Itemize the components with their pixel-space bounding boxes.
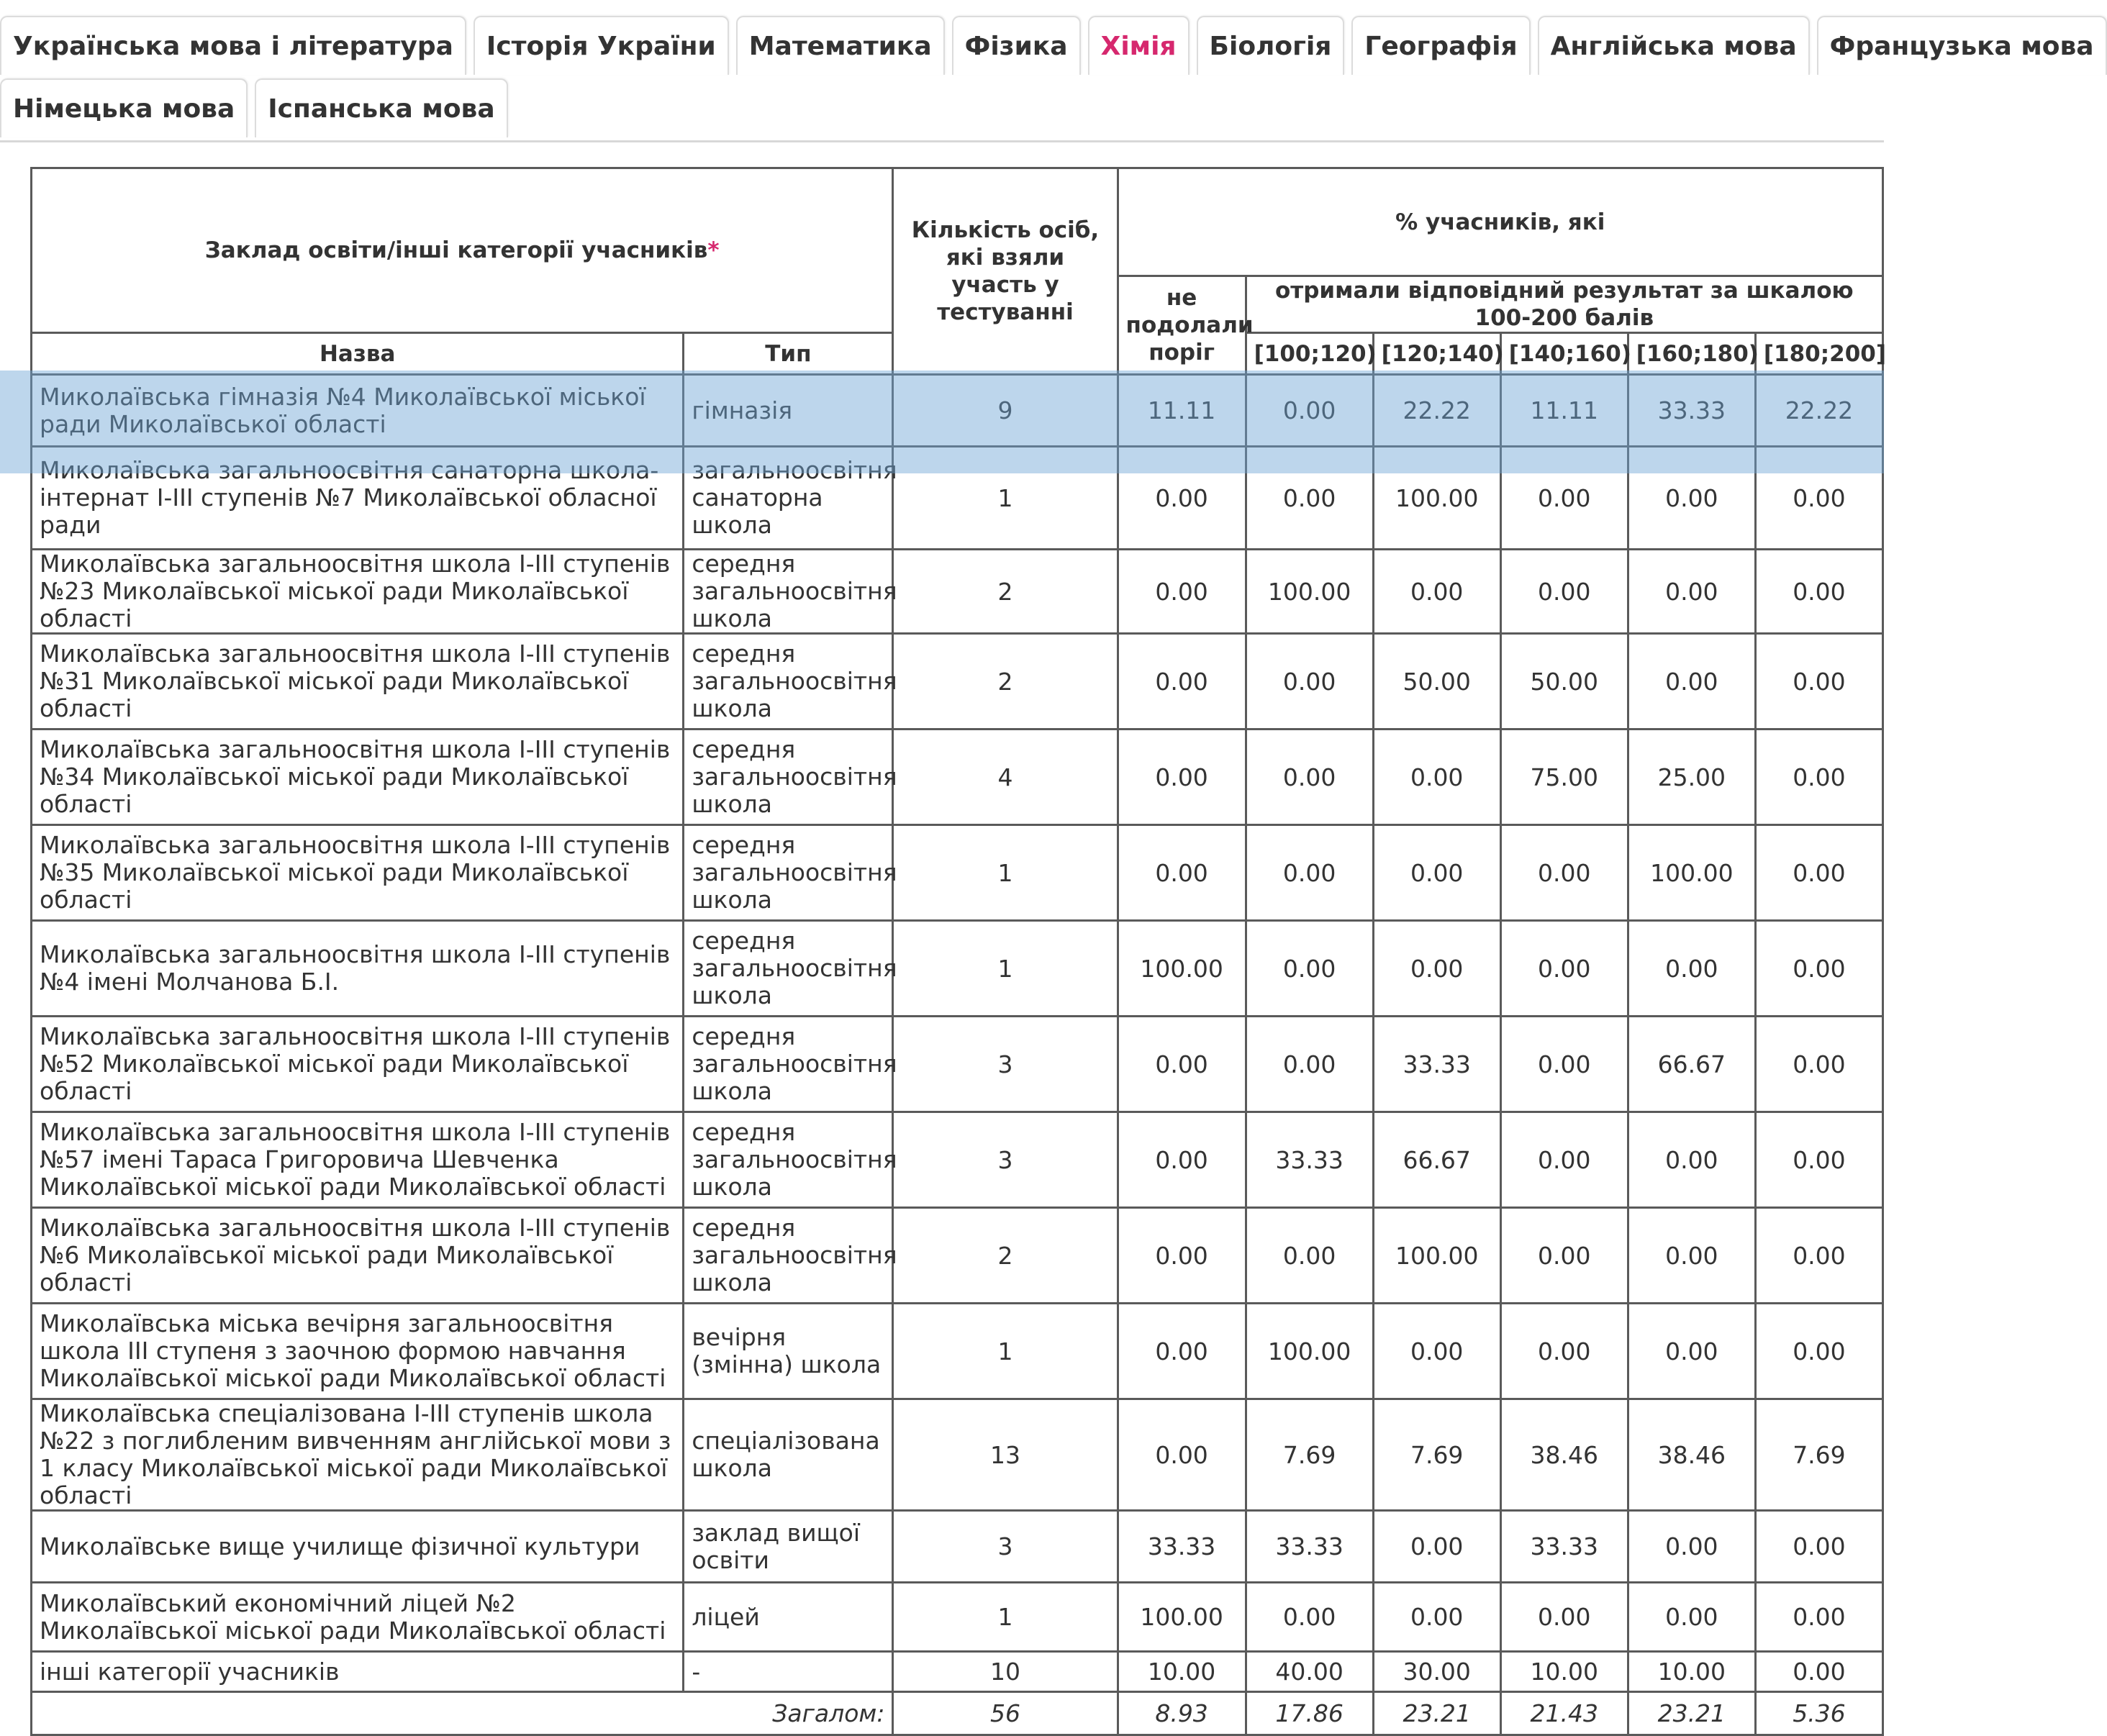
total-range-3: 21.43: [1500, 1692, 1628, 1735]
institution-type-cell: загальноосвітня санаторна школа: [684, 447, 893, 550]
range-160-180-cell: 0.00: [1628, 921, 1755, 1017]
participants-count-cell: 2: [893, 550, 1118, 634]
range-160-180-cell: 0.00: [1628, 447, 1755, 550]
tab-english[interactable]: Англійська мова: [1538, 16, 1810, 75]
institution-name-cell: Миколаївська загальноосвітня школа І-ІІІ ступенів №35 Миколаївської міської ради Миколаївської області: [32, 825, 684, 921]
institution-type-cell: заклад вищої освіти: [684, 1511, 893, 1583]
institution-header: [32, 168, 893, 333]
participants-count-cell: 1: [893, 825, 1118, 921]
range-160-180-cell: 0.00: [1628, 1112, 1755, 1208]
tab-row-2: [0, 78, 508, 137]
range-120-140-cell: 100.00: [1373, 1208, 1500, 1304]
range-140-160-cell: 0.00: [1500, 447, 1628, 550]
range-100-120-cell: 33.33: [1246, 1511, 1373, 1583]
table-row: [32, 921, 1883, 1017]
table-row: [32, 1304, 1883, 1399]
participants-count-cell: 1: [893, 921, 1118, 1017]
range-120-140-cell: 0.00: [1373, 825, 1500, 921]
not-passed-cell: 0.00: [1118, 634, 1246, 730]
table-row: [32, 1652, 1883, 1692]
range-header-140-160: [140;160): [1500, 333, 1628, 375]
range-120-140-cell: 100.00: [1373, 447, 1500, 550]
range-140-160-cell: 33.33: [1500, 1511, 1628, 1583]
table-row: [32, 825, 1883, 921]
participants-count-cell: 1: [893, 1304, 1118, 1399]
range-100-120-cell: 0.00: [1246, 730, 1373, 825]
table-row: [32, 1208, 1883, 1304]
not-passed-cell: 0.00: [1118, 1017, 1246, 1112]
range-header-160-180: [160;180): [1628, 333, 1755, 375]
institution-name-cell: Миколаївська загальноосвітня школа І-ІІІ ступенів №23 Миколаївської міської ради Миколаївської області: [32, 550, 684, 634]
required-asterisk: *: [707, 237, 720, 263]
table-row: [32, 1112, 1883, 1208]
institution-type-cell: середня загальноосвітня школа: [684, 1017, 893, 1112]
range-180-200-cell: 0.00: [1755, 1208, 1882, 1304]
subject-tab-bar: [0, 0, 2094, 142]
range-180-200-cell: 0.00: [1755, 1511, 1882, 1583]
total-row: [32, 1692, 1883, 1735]
range-140-160-cell: 0.00: [1500, 550, 1628, 634]
range-140-160-cell: 11.11: [1500, 375, 1628, 447]
range-100-120-cell: 0.00: [1246, 447, 1373, 550]
table-row: [32, 730, 1883, 825]
institution-name-cell: Миколаївська гімназія №4 Миколаївської міської ради Миколаївської області: [32, 375, 684, 447]
tab-german[interactable]: Німецька мова: [0, 78, 248, 137]
institution-type-cell: ліцей: [684, 1583, 893, 1652]
range-100-120-cell: 100.00: [1246, 1304, 1373, 1399]
range-120-140-cell: 0.00: [1373, 921, 1500, 1017]
not-passed-header: не подолали поріг: [1118, 276, 1246, 375]
range-120-140-cell: 0.00: [1373, 1511, 1500, 1583]
participants-count-cell: 10: [893, 1652, 1118, 1692]
table-row: [32, 1017, 1883, 1112]
not-passed-cell: 0.00: [1118, 825, 1246, 921]
not-passed-cell: 33.33: [1118, 1511, 1246, 1583]
institution-type-cell: середня загальноосвітня школа: [684, 550, 893, 634]
tab-row-1: [0, 16, 2107, 75]
range-180-200-cell: 7.69: [1755, 1399, 1882, 1511]
range-180-200-cell: 0.00: [1755, 921, 1882, 1017]
not-passed-cell: 11.11: [1118, 375, 1246, 447]
range-160-180-cell: 0.00: [1628, 1304, 1755, 1399]
range-100-120-cell: 0.00: [1246, 634, 1373, 730]
table-row: [32, 447, 1883, 550]
not-passed-cell: 0.00: [1118, 1304, 1246, 1399]
range-180-200-cell: 0.00: [1755, 447, 1882, 550]
institution-name-cell: Миколаївська міська вечірня загальноосвітня школа ІІІ ступеня з заочною формою навчання Миколаївської міської ради Миколаївської області: [32, 1304, 684, 1399]
institution-name-cell: Миколаївська загальноосвітня школа І-ІІІ ступенів №31 Миколаївської міської ради Миколаївської області: [32, 634, 684, 730]
scored-header: отримали відповідний результат за шкалою 100-200 балів: [1246, 276, 1882, 333]
not-passed-cell: 0.00: [1118, 730, 1246, 825]
participants-count-cell: 3: [893, 1017, 1118, 1112]
institution-type-cell: середня загальноосвітня школа: [684, 634, 893, 730]
tab-physics[interactable]: Фізика: [952, 16, 1081, 75]
range-header-120-140: [120;140): [1373, 333, 1500, 375]
institution-name-cell: Миколаївська спеціалізована І-ІІІ ступенів школа №22 з поглибленим вивченням англійської мови з 1 класу Миколаївської міської ради Миколаївської області: [32, 1399, 684, 1511]
institution-header-label: Заклад освіти/інші категорії учасників: [204, 237, 708, 263]
total-not-passed: 8.93: [1118, 1692, 1246, 1735]
range-160-180-cell: 100.00: [1628, 825, 1755, 921]
not-passed-cell: 100.00: [1118, 1583, 1246, 1652]
not-passed-cell: 0.00: [1118, 1208, 1246, 1304]
participants-count-cell: 3: [893, 1511, 1118, 1583]
count-header: Кількість осіб, які взяли участь у тестуванні: [893, 168, 1118, 375]
type-header: Тип: [684, 333, 893, 375]
range-100-120-cell: 7.69: [1246, 1399, 1373, 1511]
table-row: [32, 375, 1883, 447]
institution-type-cell: середня загальноосвітня школа: [684, 921, 893, 1017]
institution-type-cell: спеціалізована школа: [684, 1399, 893, 1511]
range-160-180-cell: 0.00: [1628, 1511, 1755, 1583]
institution-name-cell: Миколаївський економічний ліцей №2 Миколаївської міської ради Миколаївської області: [32, 1583, 684, 1652]
range-140-160-cell: 0.00: [1500, 1017, 1628, 1112]
range-140-160-cell: 0.00: [1500, 1583, 1628, 1652]
range-120-140-cell: 0.00: [1373, 730, 1500, 825]
participants-count-cell: 9: [893, 375, 1118, 447]
range-140-160-cell: 0.00: [1500, 1304, 1628, 1399]
range-120-140-cell: 22.22: [1373, 375, 1500, 447]
total-count: 56: [893, 1692, 1118, 1735]
range-160-180-cell: 0.00: [1628, 550, 1755, 634]
range-180-200-cell: 0.00: [1755, 1112, 1882, 1208]
institution-type-cell: середня загальноосвітня школа: [684, 1208, 893, 1304]
range-120-140-cell: 30.00: [1373, 1652, 1500, 1692]
range-120-140-cell: 66.67: [1373, 1112, 1500, 1208]
range-120-140-cell: 0.00: [1373, 1304, 1500, 1399]
institution-type-cell: середня загальноосвітня школа: [684, 730, 893, 825]
participants-count-cell: 1: [893, 447, 1118, 550]
tab-geography[interactable]: Географія: [1351, 16, 1530, 75]
range-160-180-cell: 33.33: [1628, 375, 1755, 447]
range-100-120-cell: 100.00: [1246, 550, 1373, 634]
total-range-2: 23.21: [1373, 1692, 1500, 1735]
total-range-1: 17.86: [1246, 1692, 1373, 1735]
institution-name-cell: Миколаївська загальноосвітня санаторна школа-інтернат І-ІІІ ступенів №7 Миколаївської обласної ради: [32, 447, 684, 550]
institution-name-cell: Миколаївська загальноосвітня школа І-ІІІ ступенів №34 Миколаївської міської ради Миколаївської області: [32, 730, 684, 825]
range-160-180-cell: 0.00: [1628, 1583, 1755, 1652]
range-100-120-cell: 0.00: [1246, 1583, 1373, 1652]
range-100-120-cell: 0.00: [1246, 375, 1373, 447]
not-passed-cell: 100.00: [1118, 921, 1246, 1017]
institution-type-cell: -: [684, 1652, 893, 1692]
table-row: [32, 634, 1883, 730]
not-passed-cell: 0.00: [1118, 550, 1246, 634]
institution-name-cell: Миколаївська загальноосвітня школа І-ІІІ ступенів №6 Миколаївської міської ради Миколаївської області: [32, 1208, 684, 1304]
range-180-200-cell: 0.00: [1755, 550, 1882, 634]
tab-chemistry[interactable]: Хімія: [1088, 16, 1190, 75]
percent-header: % учасників, які: [1118, 168, 1882, 276]
tab-biology[interactable]: Біологія: [1197, 16, 1345, 75]
tab-french[interactable]: Французька мова: [1817, 16, 2107, 75]
institution-type-cell: середня загальноосвітня школа: [684, 1112, 893, 1208]
range-140-160-cell: 0.00: [1500, 825, 1628, 921]
participants-count-cell: 1: [893, 1583, 1118, 1652]
name-header: Назва: [32, 333, 684, 375]
participants-count-cell: 2: [893, 1208, 1118, 1304]
tab-history-of-ukraine[interactable]: Історія України: [473, 16, 729, 75]
institution-name-cell: інші категорії учасників: [32, 1652, 684, 1692]
tab-spanish[interactable]: Іспанська мова: [255, 78, 507, 137]
participants-count-cell: 2: [893, 634, 1118, 730]
institution-type-cell: гімназія: [684, 375, 893, 447]
range-100-120-cell: 0.00: [1246, 1208, 1373, 1304]
not-passed-cell: 10.00: [1118, 1652, 1246, 1692]
table-row: [32, 550, 1883, 634]
range-160-180-cell: 38.46: [1628, 1399, 1755, 1511]
institution-name-cell: Миколаївська загальноосвітня школа І-ІІІ ступенів №57 імені Тараса Григоровича Шевченка Миколаївської міської ради Миколаївської області: [32, 1112, 684, 1208]
range-100-120-cell: 0.00: [1246, 825, 1373, 921]
range-180-200-cell: 0.00: [1755, 1583, 1882, 1652]
range-120-140-cell: 0.00: [1373, 550, 1500, 634]
range-100-120-cell: 0.00: [1246, 1017, 1373, 1112]
range-160-180-cell: 10.00: [1628, 1652, 1755, 1692]
range-160-180-cell: 0.00: [1628, 634, 1755, 730]
table-row: [32, 1399, 1883, 1511]
range-180-200-cell: 0.00: [1755, 634, 1882, 730]
range-header-100-120: [100;120): [1246, 333, 1373, 375]
tab-ukrainian-language-literature[interactable]: Українська мова і література: [0, 16, 466, 75]
range-180-200-cell: 0.00: [1755, 730, 1882, 825]
participants-count-cell: 3: [893, 1112, 1118, 1208]
range-160-180-cell: 25.00: [1628, 730, 1755, 825]
range-140-160-cell: 50.00: [1500, 634, 1628, 730]
not-passed-cell: 0.00: [1118, 1112, 1246, 1208]
institution-name-cell: Миколаївське вище училище фізичної культури: [32, 1511, 684, 1583]
results-table: [30, 167, 1887, 1736]
range-180-200-cell: 22.22: [1755, 375, 1882, 447]
institution-name-cell: Миколаївська загальноосвітня школа І-ІІІ ступенів №52 Миколаївської міської ради Миколаївської області: [32, 1017, 684, 1112]
table-row: [32, 1583, 1883, 1652]
range-100-120-cell: 40.00: [1246, 1652, 1373, 1692]
institution-name-cell: Миколаївська загальноосвітня школа І-ІІІ ступенів №4 імені Молчанова Б.І.: [32, 921, 684, 1017]
not-passed-cell: 0.00: [1118, 1399, 1246, 1511]
participants-count-cell: 13: [893, 1399, 1118, 1511]
tab-mathematics[interactable]: Математика: [736, 16, 945, 75]
range-120-140-cell: 7.69: [1373, 1399, 1500, 1511]
range-180-200-cell: 0.00: [1755, 825, 1882, 921]
range-140-160-cell: 38.46: [1500, 1399, 1628, 1511]
range-160-180-cell: 66.67: [1628, 1017, 1755, 1112]
range-140-160-cell: 0.00: [1500, 1208, 1628, 1304]
range-180-200-cell: 0.00: [1755, 1017, 1882, 1112]
range-140-160-cell: 10.00: [1500, 1652, 1628, 1692]
institution-type-cell: середня загальноосвітня школа: [684, 825, 893, 921]
range-header-180-200: [180;200]: [1755, 333, 1882, 375]
range-120-140-cell: 50.00: [1373, 634, 1500, 730]
range-180-200-cell: 0.00: [1755, 1652, 1882, 1692]
institution-type-cell: вечірня (змінна) школа: [684, 1304, 893, 1399]
total-range-4: 23.21: [1628, 1692, 1755, 1735]
total-label: Загалом:: [32, 1692, 893, 1735]
range-120-140-cell: 33.33: [1373, 1017, 1500, 1112]
range-140-160-cell: 75.00: [1500, 730, 1628, 825]
range-180-200-cell: 0.00: [1755, 1304, 1882, 1399]
table-row: [32, 1511, 1883, 1583]
range-100-120-cell: 33.33: [1246, 1112, 1373, 1208]
range-160-180-cell: 0.00: [1628, 1208, 1755, 1304]
range-120-140-cell: 0.00: [1373, 1583, 1500, 1652]
total-range-5: 5.36: [1755, 1692, 1882, 1735]
range-140-160-cell: 0.00: [1500, 921, 1628, 1017]
participants-count-cell: 4: [893, 730, 1118, 825]
range-100-120-cell: 0.00: [1246, 921, 1373, 1017]
not-passed-cell: 0.00: [1118, 447, 1246, 550]
range-140-160-cell: 0.00: [1500, 1112, 1628, 1208]
